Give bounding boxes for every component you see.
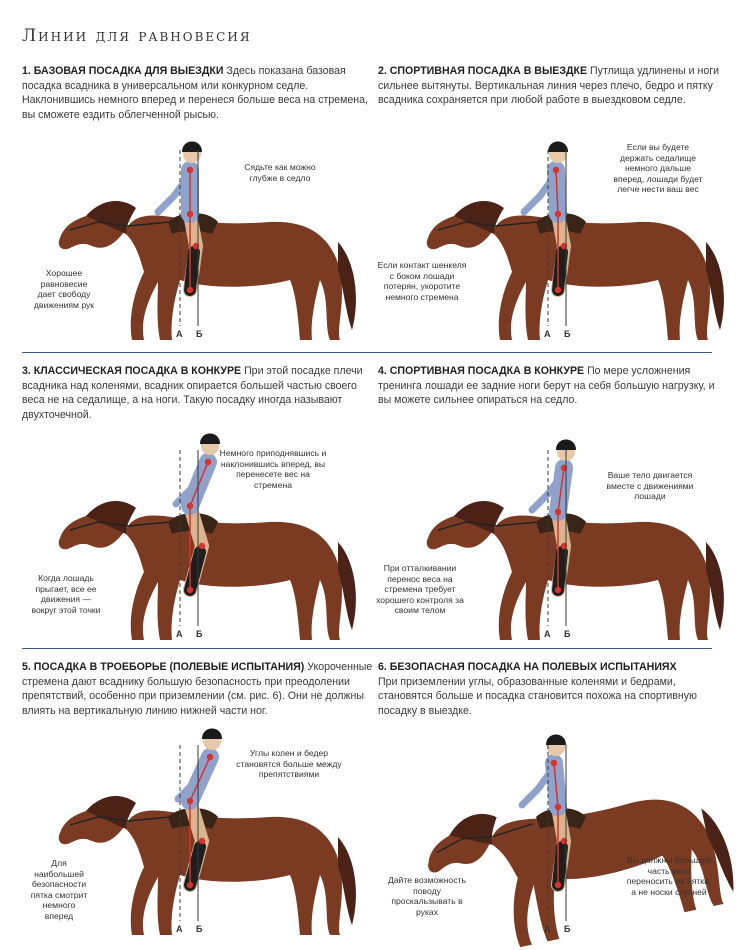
page-title: Линии для равновесия	[22, 26, 252, 46]
axis-label-b: Б	[196, 329, 203, 339]
section-5-heading: 5. ПОСАДКА В ТРОЕБОРЬЕ (ПОЛЕВЫЕ ИСПЫТАНИЯ)	[22, 661, 305, 673]
axis-label-b: Б	[196, 924, 203, 934]
joint-marker	[555, 509, 561, 515]
section-5-description: 5. ПОСАДКА В ТРОЕБОРЬЕ (ПОЛЕВЫЕ ИСПЫТАНИЯ) Укороченные стремена дают всаднику большую безопасность при преодолении препятствий, особенно при приземлении (см. рис. 6). Они не должны влиять на вертикальную линию нижней части ног.	[22, 661, 373, 717]
joint-marker	[199, 543, 205, 549]
rider-helmet	[548, 142, 568, 153]
section-4-description: 4. СПОРТИВНАЯ ПОСАДКА В КОНКУРЕ По мере усложнения тренинга лошади ее задние ноги берут на себя большую нагрузку, и вы можете сильнее опираться на седло.	[378, 365, 715, 406]
rider-helmet	[182, 142, 202, 153]
axis-label-b: Б	[564, 329, 571, 339]
note-4b: При отталкивании перенос веса на стремена требует хорошего контроля за своим телом	[376, 563, 464, 615]
section-4-heading: 4. СПОРТИВНАЯ ПОСАДКА В КОНКУРЕ	[378, 365, 585, 377]
joint-marker	[553, 167, 559, 173]
section-divider	[22, 352, 712, 353]
note-3a: Немного приподнявшись и наклонившись вперед, вы перенесете вес на стремена	[219, 448, 327, 490]
note-1b: Хорошее равновесие дает свободу движениям рук	[33, 268, 95, 310]
joint-marker	[187, 211, 193, 217]
axis-label-a: А	[544, 329, 551, 339]
joint-marker	[555, 587, 561, 593]
rider-helmet	[556, 440, 576, 451]
joint-marker	[187, 167, 193, 173]
rider-helmet	[200, 434, 220, 445]
axis-label-a: А	[176, 924, 183, 934]
rider-helmet	[546, 735, 566, 746]
section-2-description: 2. СПОРТИВНАЯ ПОСАДКА В ВЫЕЗДКЕ Путлища удлинены и ноги сильнее вытянуты. Вертикальная линия через плечо, бедро и пятку всадника сохраняется при любой работе в выездковом седле.	[378, 65, 719, 106]
axis-label-a: А	[176, 629, 183, 639]
section-2-heading: 2. СПОРТИВНАЯ ПОСАДКА В ВЫЕЗДКЕ	[378, 65, 588, 77]
section-3-description: 3. КЛАССИЧЕСКАЯ ПОСАДКА В КОНКУРЕ При этой посадке плечи всадника над коленями, всадник опирается большей частью своего веса не на седалище, а на ноги. Такую посадку иногда называют двухточечной.	[22, 365, 363, 421]
joint-marker	[555, 882, 561, 888]
joint-marker	[555, 211, 561, 217]
note-5a: Углы колен и бедер становятся больше между препятствиями	[236, 748, 342, 779]
joint-marker	[551, 760, 557, 766]
section-3-heading: 3. КЛАССИЧЕСКАЯ ПОСАДКА В КОНКУРЕ	[22, 365, 242, 377]
axis-label-b: Б	[196, 629, 203, 639]
note-2a: Если вы будете держать седалище немного дальше вперед, лошади будет легче нести ваш вес	[613, 142, 703, 194]
section-1-description: 1. БАЗОВАЯ ПОСАДКА ДЛЯ ВЫЕЗДКИ Здесь показана базовая посадка всадника в универсальном или конкурном седле. Наклонившись немного вперед и перенеся больше веса на стремена, вы сможете ездить облегченной рысью.	[22, 65, 368, 121]
note-2b: Если контакт шенкеля с боком лошади потерян, укоротите немного стремена	[377, 260, 467, 302]
axis-label-b: Б	[564, 629, 571, 639]
note-5b: Для наибольшей безопасности пятка смотрит немного вперед	[30, 858, 88, 921]
joint-marker	[555, 287, 561, 293]
joint-marker	[199, 838, 205, 844]
axis-label-a: А	[544, 924, 551, 934]
section-6-heading: 6. БЕЗОПАСНАЯ ПОСАДКА НА ПОЛЕВЫХ ИСПЫТАНИЯХ	[378, 661, 677, 673]
joint-marker	[187, 287, 193, 293]
joint-marker	[187, 798, 193, 804]
section-1-heading: 1. БАЗОВАЯ ПОСАДКА ДЛЯ ВЫЕЗДКИ	[22, 65, 224, 77]
joint-marker	[187, 587, 193, 593]
joint-marker	[555, 804, 561, 810]
note-4a: Ваше тело двигается вместе с движениями лошади	[606, 470, 694, 501]
section-6-description: 6. БЕЗОПАСНАЯ ПОСАДКА НА ПОЛЕВЫХ ИСПЫТАНИЯХ При приземлении углы, образованные коленями и бедрами, становятся больше и посадка становится похожа на спортивную посадку в выездке.	[378, 661, 698, 717]
axis-label-a: А	[176, 329, 183, 339]
rider-helmet	[202, 729, 222, 740]
joint-marker	[187, 882, 193, 888]
note-6a: Дайте возможность поводу проскальзывать в руках	[387, 875, 467, 917]
note-3b: Когда лошадь прыгает, все ее движения — вокруг этой точки	[31, 573, 101, 615]
joint-marker	[187, 503, 193, 509]
section-divider	[22, 648, 712, 649]
note-6b: Вы должны большую часть веса переносить на пятки, а не носки ступней	[626, 855, 712, 897]
note-1a: Сядьте как можно глубже в седло	[244, 162, 316, 183]
joint-marker	[205, 459, 211, 465]
axis-label-b: Б	[564, 924, 571, 934]
axis-label-a: А	[544, 629, 551, 639]
joint-marker	[207, 754, 213, 760]
